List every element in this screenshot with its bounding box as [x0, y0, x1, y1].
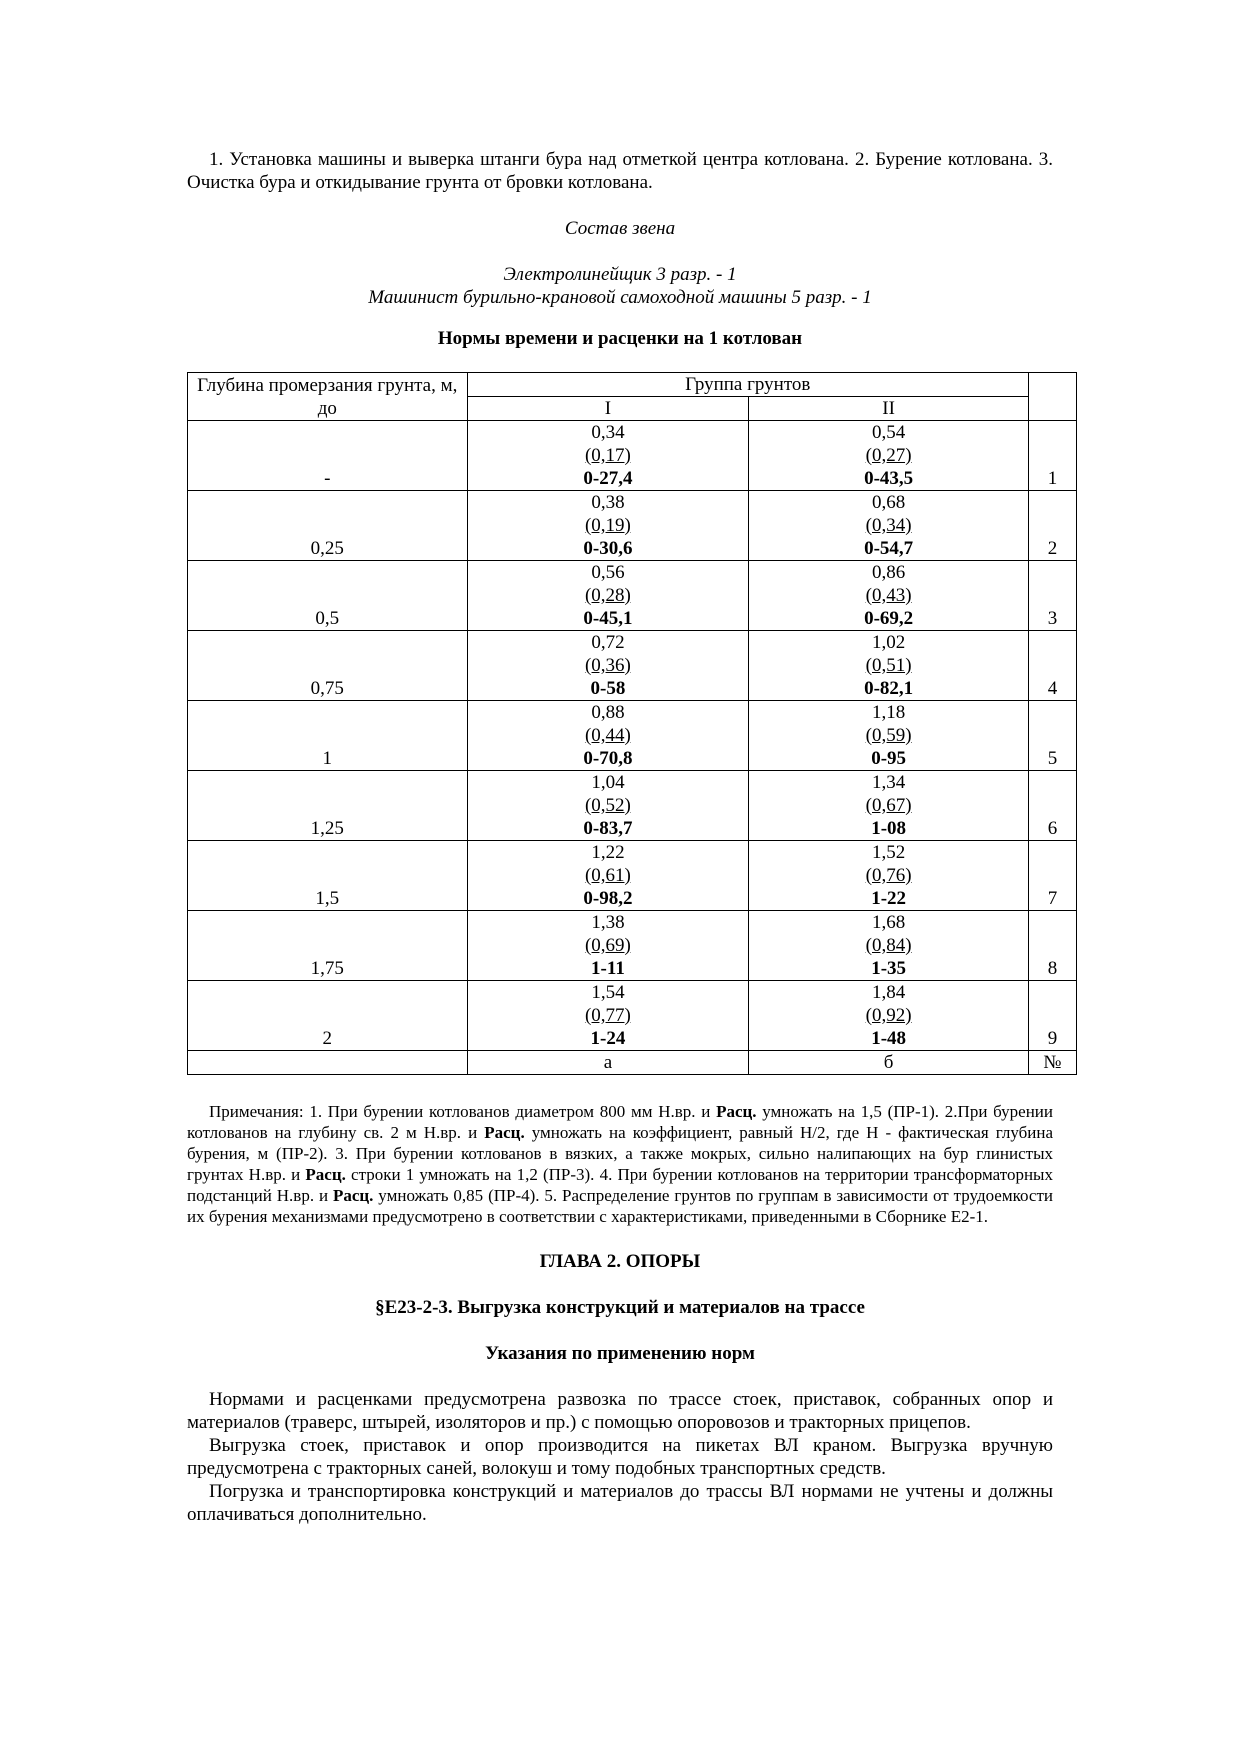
table-row	[188, 701, 1077, 771]
machine-time: (0,84)	[865, 935, 912, 956]
cell-depth: 1,25	[188, 771, 468, 841]
norm-time: 0,88	[591, 702, 625, 723]
cell-row-number: 7	[1028, 841, 1076, 911]
cell-row-number: 8	[1028, 911, 1076, 981]
notes-part: умножать на 1,5 (ПР-1). 2.При бурении котлованов на глубину св. 2 м Н.вр. и	[187, 1102, 1053, 1142]
machine-time: (0,34)	[865, 515, 912, 536]
cell-group-2	[749, 421, 1029, 491]
norm-time: 0,72	[591, 632, 625, 653]
cell-depth: 0,5	[188, 561, 468, 631]
norms-table	[187, 372, 1077, 1075]
table-title: Нормы времени и расценки на 1 котлован	[437, 328, 803, 349]
document-page	[187, 148, 1062, 1526]
cell-depth: 0,75	[188, 631, 468, 701]
cell-group-1	[467, 981, 749, 1051]
cell-row-number: 4	[1028, 631, 1076, 701]
table-row	[188, 771, 1077, 841]
cell-depth: -	[188, 421, 468, 491]
header-depth: Глубина промерзания грунта, м, до	[188, 373, 468, 421]
cell-depth: 2	[188, 981, 468, 1051]
paragraph-2: Выгрузка стоек, приставок и опор производится на пикетах ВЛ краном. Выгрузка вручную предусмотрена с тракторных саней, волокуш и тому подобных транспортных средств.	[187, 1435, 1053, 1479]
rate-value: 0-27,4	[583, 468, 633, 489]
cell-group-2	[749, 561, 1029, 631]
cell-depth: 1	[188, 701, 468, 771]
norm-time: 1,34	[871, 772, 906, 793]
rate-value: 0-98,2	[583, 888, 633, 909]
rate-value: 0-70,8	[583, 748, 633, 769]
footer-col-a: а	[467, 1051, 749, 1075]
cell-group-1	[467, 841, 749, 911]
machine-time: (0,36)	[584, 655, 631, 676]
machine-time: (0,59)	[865, 725, 912, 746]
cell-group-2	[749, 491, 1029, 561]
notes-part: умножать на коэффициент, равный Н/2, где Н - фактическая глубина бурения, м (ПР-2). 3. При бурении котлованов в вязких, а также мокрых, сильно налипающих на бур глинистых грунтах Н.вр. и	[187, 1123, 1053, 1184]
footer-col-b: б	[749, 1051, 1029, 1075]
rate-value: 0-83,7	[583, 818, 633, 839]
norm-time: 0,86	[871, 562, 906, 583]
rate-value: 0-30,6	[583, 538, 633, 559]
norm-time: 1,04	[591, 772, 625, 793]
header-num	[1028, 373, 1076, 421]
norm-time: 1,18	[871, 702, 906, 723]
cell-row-number: 1	[1028, 421, 1076, 491]
rate-value: 1-48	[871, 1028, 907, 1049]
rate-value: 1-11	[591, 958, 625, 979]
chapter-title: ГЛАВА 2. ОПОРЫ	[539, 1251, 701, 1272]
cell-group-1	[467, 701, 749, 771]
machine-time: (0,43)	[865, 585, 912, 606]
notes-part: Примечания: 1. При бурении котлованов диаметром 800 мм Н.вр. и	[209, 1102, 717, 1121]
cell-group-2	[749, 841, 1029, 911]
rate-value: 0-95	[871, 748, 907, 769]
header-group: Группа грунтов	[467, 373, 1028, 397]
header-group-2: II	[749, 397, 1029, 421]
cell-depth: 1,75	[188, 911, 468, 981]
norm-time: 1,38	[591, 912, 625, 933]
notes-rasc: Расц.	[332, 1186, 374, 1205]
table-row	[188, 911, 1077, 981]
cell-row-number: 5	[1028, 701, 1076, 771]
machine-time: (0,19)	[584, 515, 631, 536]
norm-time: 1,52	[871, 842, 906, 863]
norm-time: 1,54	[591, 982, 625, 1003]
cell-row-number: 3	[1028, 561, 1076, 631]
machine-time: (0,76)	[865, 865, 912, 886]
intro-text: 1. Установка машины и выверка штанги бура над отметкой центра котлована. 2. Бурение котлована. 3. Очистка бура и откидывание грунта от бровки котлована.	[187, 149, 1053, 193]
rate-value: 1-35	[871, 958, 907, 979]
norm-time: 0,54	[871, 422, 906, 443]
cell-row-number: 2	[1028, 491, 1076, 561]
machine-time: (0,77)	[584, 1005, 631, 1026]
notes-rasc: Расц.	[484, 1123, 525, 1142]
machine-time: (0,52)	[584, 795, 631, 816]
header-group-1: I	[467, 397, 749, 421]
machine-time: (0,44)	[584, 725, 631, 746]
notes-rasc: Расц.	[305, 1165, 346, 1184]
cell-group-2	[749, 981, 1029, 1051]
norms-table-body	[188, 421, 1077, 1051]
machine-time: (0,69)	[584, 935, 631, 956]
norm-time: 1,68	[871, 912, 906, 933]
cell-group-2	[749, 631, 1029, 701]
norm-time: 1,22	[591, 842, 625, 863]
norm-time: 1,84	[871, 982, 906, 1003]
norm-time: 1,02	[871, 632, 906, 653]
cell-depth: 1,5	[188, 841, 468, 911]
footer-num: №	[1028, 1051, 1076, 1075]
norm-time: 0,68	[871, 492, 906, 513]
cell-group-2	[749, 701, 1029, 771]
machine-time: (0,17)	[584, 445, 631, 466]
notes-part: строки 1 умножать на 1,2 (ПР-3). 4. При бурении котлованов на территории трансформаторных подстанций Н.вр. и	[187, 1165, 1053, 1205]
notes-text	[187, 1101, 1053, 1227]
crew-title: Состав звена	[564, 218, 676, 239]
cell-row-number: 9	[1028, 981, 1076, 1051]
rate-value: 0-69,2	[864, 608, 914, 629]
cell-group-2	[749, 771, 1029, 841]
rate-value: 1-22	[871, 888, 907, 909]
norm-time: 0,38	[591, 492, 625, 513]
cell-group-2	[749, 911, 1029, 981]
table-row	[188, 981, 1077, 1051]
cell-group-1	[467, 631, 749, 701]
rate-value: 0-54,7	[864, 538, 914, 559]
rate-value: 0-45,1	[583, 608, 633, 629]
norm-time: 0,56	[591, 562, 625, 583]
guide-title: Указания по применению норм	[485, 1343, 755, 1364]
paragraph-1: Нормами и расценками предусмотрена развозка по трассе стоек, приставок, собранных опор и материалов (траверс, штырей, изоляторов и пр.) с помощью опоровозов и тракторных прицепов.	[187, 1389, 1053, 1433]
table-row	[188, 491, 1077, 561]
notes-part: умножать 0,85 (ПР-4). 5. Распределение грунтов по группам в зависимости от трудоемкости их бурения механизмами предусмотрено в соответствии с характеристиками, приведенными в Сборнике Е2-1.	[187, 1186, 1053, 1226]
cell-group-1	[467, 491, 749, 561]
crew-line-1: Электролинейщик 3 разр. - 1	[503, 264, 737, 285]
paragraph-3: Погрузка и транспортировка конструкций и материалов до трассы ВЛ нормами не учтены и должны оплачиваться дополнительно.	[187, 1481, 1053, 1525]
rate-value: 0-82,1	[864, 678, 914, 699]
machine-time: (0,92)	[865, 1005, 912, 1026]
notes-rasc: Расц.	[716, 1102, 757, 1121]
footer-depth	[188, 1051, 468, 1075]
cell-group-1	[467, 421, 749, 491]
cell-group-1	[467, 561, 749, 631]
rate-value: 1-08	[871, 818, 907, 839]
machine-time: (0,61)	[584, 865, 631, 886]
rate-value: 0-58	[590, 678, 626, 699]
cell-depth: 0,25	[188, 491, 468, 561]
machine-time: (0,51)	[865, 655, 912, 676]
machine-time: (0,27)	[865, 445, 912, 466]
crew-line-2: Машинист бурильно-крановой самоходной машины 5 разр. - 1	[368, 287, 872, 308]
rate-value: 1-24	[590, 1028, 626, 1049]
section-title: §Е23-2-3. Выгрузка конструкций и материалов на трассе	[375, 1297, 865, 1318]
table-row	[188, 841, 1077, 911]
table-row	[188, 561, 1077, 631]
cell-row-number: 6	[1028, 771, 1076, 841]
cell-group-1	[467, 911, 749, 981]
machine-time: (0,28)	[584, 585, 631, 606]
rate-value: 0-43,5	[864, 468, 914, 489]
table-row	[188, 421, 1077, 491]
cell-group-1	[467, 771, 749, 841]
norm-time: 0,34	[591, 422, 625, 443]
table-row	[188, 631, 1077, 701]
machine-time: (0,67)	[865, 795, 912, 816]
